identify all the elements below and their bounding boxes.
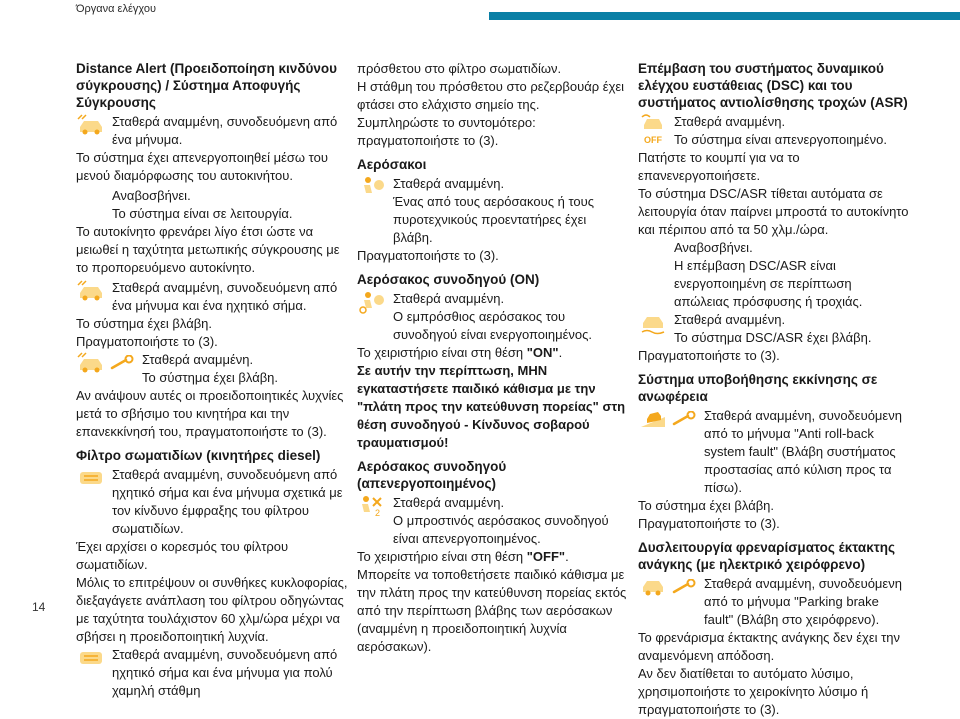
passenger-airbag-off-icon [357, 494, 387, 518]
column-3 [638, 60, 910, 719]
entry-text: Μπορείτε να τοποθετήσετε παιδικό κάθισμα με την πλάτη προς την κατεύθυνση πορείας εκτός από την περίπτωση βλάβης των αερόσακων (αναμμένη η προειδοποιητική λυχνία αερόσακων). [357, 567, 627, 654]
entry-text: Πραγματοποιήστε το (3). [76, 334, 218, 349]
entry-text: Το σύστημα έχει βλάβη. [76, 316, 213, 331]
entry-text: Σταθερά αναμμένη, συνοδευόμενη από ηχητικό σήμα και ένα μήνυμα σχετικά με τον κίνδυνο έμφραξης του φίλτρου σωματιδίων. [112, 467, 343, 536]
entry-text: Πραγματοποιήστε το (3). [638, 348, 780, 363]
parking-brake-icon [638, 575, 668, 599]
column-2 [357, 60, 629, 656]
entry-text: Σταθερά αναμμένη. [674, 114, 786, 129]
entry-text: Το σύστημα έχει βλάβη. [638, 498, 775, 513]
entry-text: Το σύστημα έχει βλάβη. [142, 370, 279, 385]
entry-text: Το σύστημα DSC/ASR έχει βλάβη. [674, 330, 872, 345]
entry-passenger-airbag-off [357, 494, 629, 548]
entry-text: Έχει αρχίσει ο κορεσμός του φίλτρου σωματιδίων. [76, 539, 289, 572]
entry-text: Σταθερά αναμμένη, συνοδευόμενη από ένα μήνυμα και ένα ηχητικό σήμα. [112, 280, 338, 313]
entry-text: Το αυτοκίνητο φρενάρει λίγο έτσι ώστε να μειωθεί η ταχύτητα μετωπικής σύγκρουσης με το προπορευόμενο αυτοκίνητο. [76, 224, 340, 275]
entry-text: Μόλις το επιτρέψουν οι συνθήκες κυκλοφορίας, διεξαγάγετε ανάπλαση του φίλτρου οδηγώντας με ταχύτητα τουλάχιστον 60 χλμ/ώρα μέχρι να σβήσει η προειδοποιητική λυχνία. [76, 575, 348, 644]
entry-text: Το χειριστήριο είναι στη θέση "OFF". [357, 549, 569, 564]
entry-text: Σταθερά αναμμένη, συνοδευόμενη από ηχητικό σήμα και ένα μήνυμα για πολύ χαμηλή στάθμη [112, 647, 338, 698]
entry-hill-start-fault [638, 407, 910, 497]
wrench-icon [672, 411, 698, 427]
entry-text: Αναβοσβήνει. [674, 240, 753, 255]
entry-text: Το σύστημα είναι απενεργοποιημένο. [674, 132, 887, 147]
passenger-airbag-on-icon [357, 290, 387, 314]
entry-text: Πραγματοποιήστε το (3). [357, 248, 499, 263]
entry-collision-disabled [76, 113, 348, 149]
entry-text: Πατήστε το κουμπί για να το επανενεργοποιήσετε. [638, 150, 800, 183]
entry-text: Η στάθμη του πρόσθετου στο ρεζερβουάρ έχει φτάσει στο ελάχιστο σημείο της. [357, 79, 625, 112]
entry-text: Σταθερά αναμμένη, συνοδευόμενη από το μήνυμα "Parking brake fault" (Βλάβη στο χειρόφρενο). [704, 576, 902, 627]
entry-particle-filter-saturation [76, 466, 348, 538]
section-title-passenger-airbag-off: Αερόσακος συνοδηγού (απενεργοποιημένος) [357, 459, 507, 491]
header-title: Όργανα ελέγχου [76, 3, 156, 15]
collision-warning-icon [76, 113, 106, 137]
section-title-passenger-airbag-on: Αερόσακος συνοδηγού (ON) [357, 272, 540, 287]
entry-particle-filter-additive [76, 646, 348, 700]
entry-text: Σταθερά αναμμένη, συνοδευόμενη από το μήνυμα "Anti roll-back system fault" (Βλάβη συστήματος προστασίας από κύλιση προς τα πίσω). [704, 408, 902, 495]
entry-text: Η επέμβαση DSC/ASR είναι ενεργοποιημένη σε περίπτωση απώλειας πρόσφυσης ή τροχιάς. [674, 258, 863, 309]
entry-text: Αν ανάψουν αυτές οι προειδοποιητικές λυχνίες μετά το σβήσιμο του κινητήρα και την επανεκκίνησή του, πραγματοποιήστε το (3). [76, 388, 344, 439]
entry-text: Το χειριστήριο είναι στη θέση "ON". [357, 345, 563, 360]
dsc-icon [638, 311, 668, 335]
warning-text: Σε αυτήν την περίπτωση, ΜΗΝ εγκαταστήσετε παιδικό κάθισμα με την "πλάτη προς την κατεύθυνση πορείας" στη θέση συνοδηγού - Κίνδυνος σοβαρού τραυματισμού! [357, 363, 626, 450]
entry-text: Συμπληρώστε το συντομότερο: πραγματοποιήστε το (3). [357, 115, 536, 148]
entry-dsc-flashing [638, 239, 910, 311]
column-1 [76, 60, 348, 700]
entry-text: Ο εμπρόσθιος αερόσακος του συνοδηγού είναι ενεργοποιημένος. [393, 309, 593, 342]
entry-dsc-fault [638, 311, 910, 347]
entry-text: Το σύστημα DSC/ASR τίθεται αυτόματα σε λειτουργία όταν παίρνει μπροστά το αυτοκίνητο και πέριπου από τα 50 χλμ./ώρα. [638, 186, 909, 237]
entry-text: Το σύστημα είναι σε λειτουργία. [112, 206, 293, 221]
entry-text: Αναβοσβήνει. [112, 188, 191, 203]
entry-text: Το φρενάρισμα έκτακτης ανάγκης δεν έχει την αναμενόμενη απόδοση. [638, 630, 900, 663]
entry-text: Ο μπροστινός αερόσακος συνοδηγού είναι απενεργοποιημένος. [393, 513, 609, 546]
entry-collision-fault [76, 279, 348, 315]
section-title-dsc-asr: Επέμβαση του συστήματος δυναμικού ελέγχου ευστάθειας (DSC) και του συστήματος αντιολίσθησης τροχών (ASR) [638, 61, 908, 110]
section-title-hill-start: Σύστημα υποβοήθησης εκκίνησης σε ανωφέρεια [638, 372, 878, 404]
entry-passenger-airbag-on [357, 290, 629, 344]
section-title-distance-alert: Distance Alert (Προειδοποίηση κινδύνου σύγκρουσης) / Σύστημα Αποφυγής Σύγκρουσης [76, 61, 337, 110]
entry-collision-fault-service [76, 351, 348, 387]
entry-dsc-off [638, 113, 910, 149]
wrench-icon [672, 579, 698, 595]
entry-text: Ένας από τους αερόσακους ή τους πυροτεχνικούς προεντατήρες έχει βλάβη. [393, 194, 595, 245]
hill-start-icon [638, 407, 668, 431]
header-accent-bar [489, 12, 960, 20]
dsc-off-label: OFF [644, 135, 662, 145]
section-title-particle-filter: Φίλτρο σωματιδίων (κινητήρες diesel) [76, 448, 321, 463]
entry-text: πρόσθετου στο φίλτρο σωματιδίων. [357, 61, 562, 76]
entry-text: Το σύστημα έχει απενεργοποιηθεί μέσω του μενού διαμόρφωσης του αυτοκινήτου. [76, 150, 328, 183]
section-title-airbags: Αερόσακοι [357, 157, 427, 172]
entry-text: Σταθερά αναμμένη. [674, 312, 786, 327]
airbag-icon [357, 175, 387, 199]
particle-filter-icon [76, 646, 106, 670]
entry-parking-brake-fault [638, 575, 910, 629]
dsc-off-icon [640, 113, 666, 131]
entry-airbag-fault [357, 175, 629, 247]
wrench-icon [110, 355, 136, 371]
collision-warning-icon [76, 279, 106, 303]
entry-text: Σταθερά αναμμένη, συνοδευόμενη από ένα μήνυμα. [112, 114, 338, 147]
collision-warning-icon [76, 351, 106, 375]
section-title-emergency-braking: Δυσλειτουργία φρεναρίσματος έκτακτης ανάγκης (με ηλεκτρικό χειρόφρενο) [638, 540, 896, 572]
entry-text: Σταθερά αναμμένη. [393, 495, 505, 510]
entry-text: Σταθερά αναμμένη. [142, 352, 254, 367]
entry-text: Σταθερά αναμμένη. [393, 176, 505, 191]
entry-text: Πραγματοποιήστε το (3). [638, 516, 780, 531]
svg-text:2: 2 [375, 508, 381, 518]
entry-text: Σταθερά αναμμένη. [393, 291, 505, 306]
entry-text: Αν δεν διατίθεται το αυτόματο λύσιμο, χρησιμοποιήστε το χειροκίνητο λύσιμο ή πραγματοποιήστε το (3). [638, 666, 869, 717]
page-number: 14 [32, 600, 46, 614]
entry-collision-flashing [76, 187, 348, 223]
particle-filter-icon [76, 466, 106, 490]
